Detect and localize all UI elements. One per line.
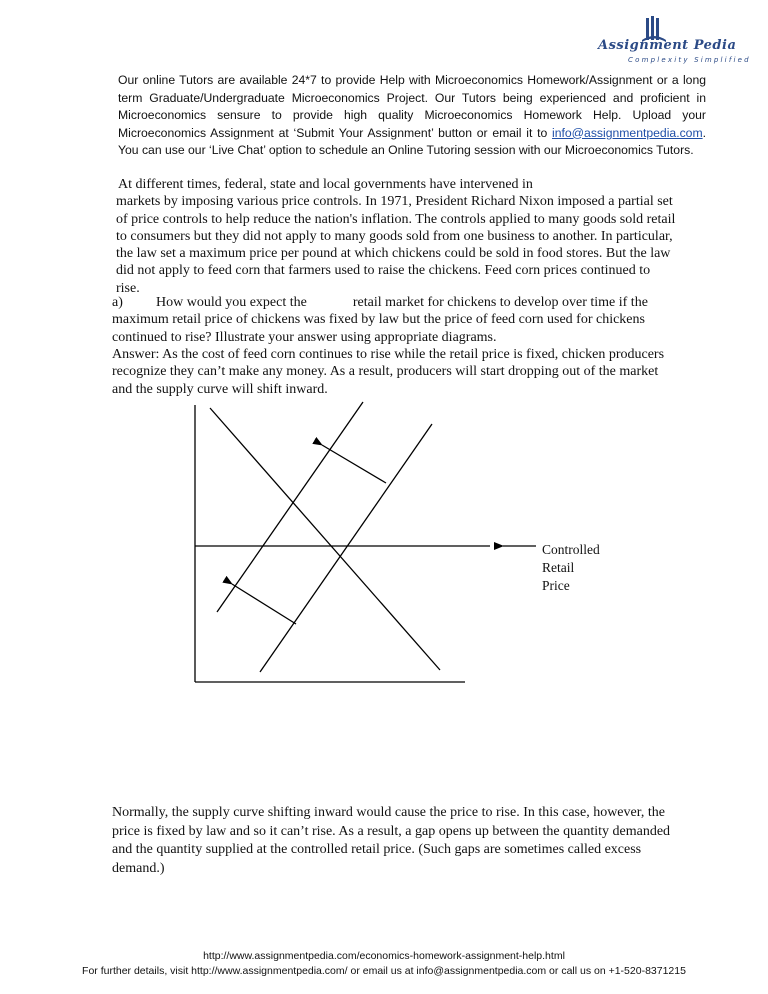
- logo-tagline: Complexity Simplified: [628, 56, 751, 64]
- problem-first-line: At different times, federal, state and local governments have intervened in: [118, 177, 533, 192]
- footer-url[interactable]: http://www.assignmentpedia.com/economics-homework-assignment-help.html: [203, 950, 565, 962]
- logo-name: Assignment Pedia: [598, 38, 737, 53]
- supply-curve-original: [260, 424, 432, 672]
- answer-paragraph: Answer: As the cost of feed corn continues to rise while the retail price is fixed, chicken producers recognize they can’t make any money. As a result, producers will start dropping out of the market and the supply curve will shift inward.: [112, 347, 665, 397]
- question-part2: retail market for chickens to develop over time if the maximum retail price of chickens was fixed by law but the price of feed corn used for chickens continued to rise? Illustrate your answer using appropriate diagrams.: [112, 295, 648, 345]
- controlled-price-label: [542, 541, 622, 595]
- closing-paragraph: Normally, the supply curve shifting inward would cause the price to rise. In this case, however, the price is fixed by law and so it can’t rise. As a result, a gap opens up between the quantity demanded and the quantity supplied at the controlled retail price. (Such gaps are sometimes called excess demand.): [112, 805, 671, 876]
- shift-arrow-lower: [232, 584, 296, 624]
- shift-arrow-upper: [322, 445, 386, 483]
- email-link[interactable]: info@assignmentpedia.com: [552, 125, 703, 140]
- label-line-1: Controlled: [542, 542, 600, 557]
- label-line-3: Price: [542, 578, 570, 593]
- intro-text: Our online Tutors are available 24*7 to provide Help with Microeconomics Homework/Assignment or a long term Graduate/Undergraduate Microeconomics Project. Our Tutors being experienced and proficient in Microeconomics sensure to provide high quality Microeconomics Homework Help. Upload your Microeconomics Assignment at ‘Submit Your Assignment’ button or email it to: [118, 73, 706, 140]
- question-marker: a): [112, 295, 123, 310]
- supply-curve-shifted: [217, 402, 363, 612]
- intro-text-end: . You can use our ‘Live Chat’ option to schedule an Online Tutoring session with our Microeconomics Tutors.: [118, 125, 706, 157]
- problem-body: markets by imposing various price controls. In 1971, President Richard Nixon imposed a partial set of price controls to help reduce the nation's inflation. The controls applied to many goods sold retail to consumers but they did not apply to many goods sold from one business to another. In particular, the law set a maximum price per pound at which chickens could be sold in food stores. But the law did not apply to feed corn that farmers used to raise the chickens. Feed corn prices continued to rise.: [116, 194, 676, 296]
- label-line-2: Retail: [542, 560, 575, 575]
- footer-contact: For further details, visit http://www.assignmentpedia.com/ or email us at info@assignmentpedia.com or call us on +1-520-8371215: [82, 965, 686, 977]
- question-part1: How would you expect the: [156, 295, 307, 310]
